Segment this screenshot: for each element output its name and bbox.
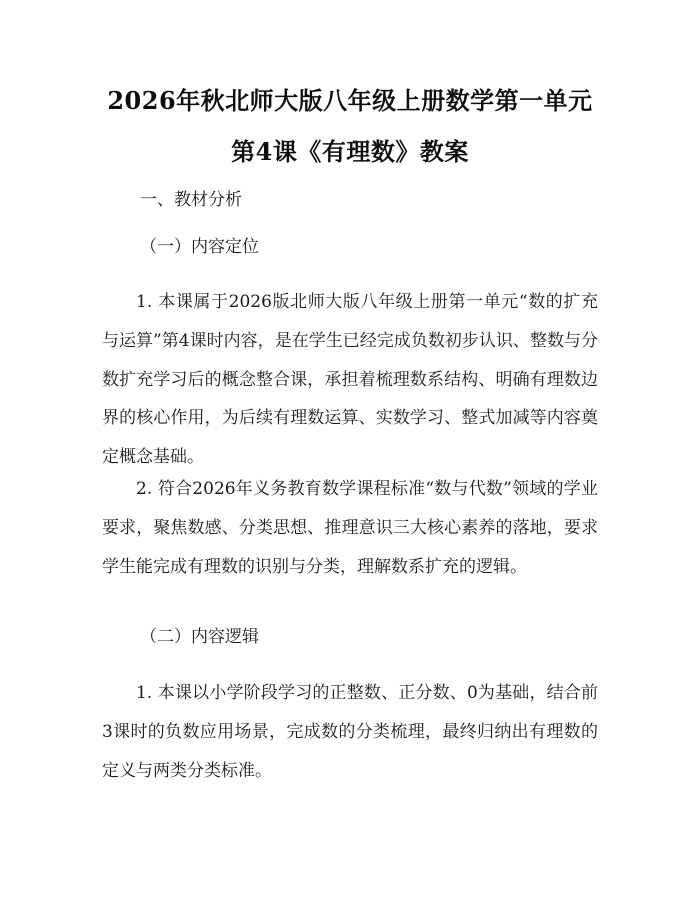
subsection-heading-content-logic: （二）内容逻辑 <box>140 627 259 647</box>
document-title-line-1: 2026年秋北师大版八年级上册数学第一单元 <box>107 86 593 115</box>
paragraph-content-positioning-2: 2. 符合2026年义务教育数学课程标准“数与代数”领域的学业要求，聚焦数感、分类思想、推理意识三大核心素养的落地，要求学生能完成有理数的识别与分类，理解数系扩充的逻辑。 <box>102 479 598 577</box>
document-title-line-2: 第4课《有理数》教案 <box>231 137 469 166</box>
subsection-heading-content-positioning: （一）内容定位 <box>140 237 259 257</box>
paragraph-content-logic-1: 1. 本课以小学阶段学习的正整数、正分数、0为基础，结合前3课时的负数应用场景，完成数的分类梳理，最终归纳出有理数的定义与两类分类标准。 <box>102 683 598 781</box>
paragraph-content-positioning-1: 1. 本课属于2026版北师大版八年级上册第一单元“数的扩充与运算”第4课时内容，是在学生已经完成负数初步认识、整数与分数扩充学习后的概念整合课，承担着梳理数系结构、明确有理数边界的核心作用，为后续有理数运算、实数学习、整式加减等内容奠定概念基础。 <box>102 292 598 468</box>
section-heading-textbook-analysis: 一、教材分析 <box>140 190 242 210</box>
